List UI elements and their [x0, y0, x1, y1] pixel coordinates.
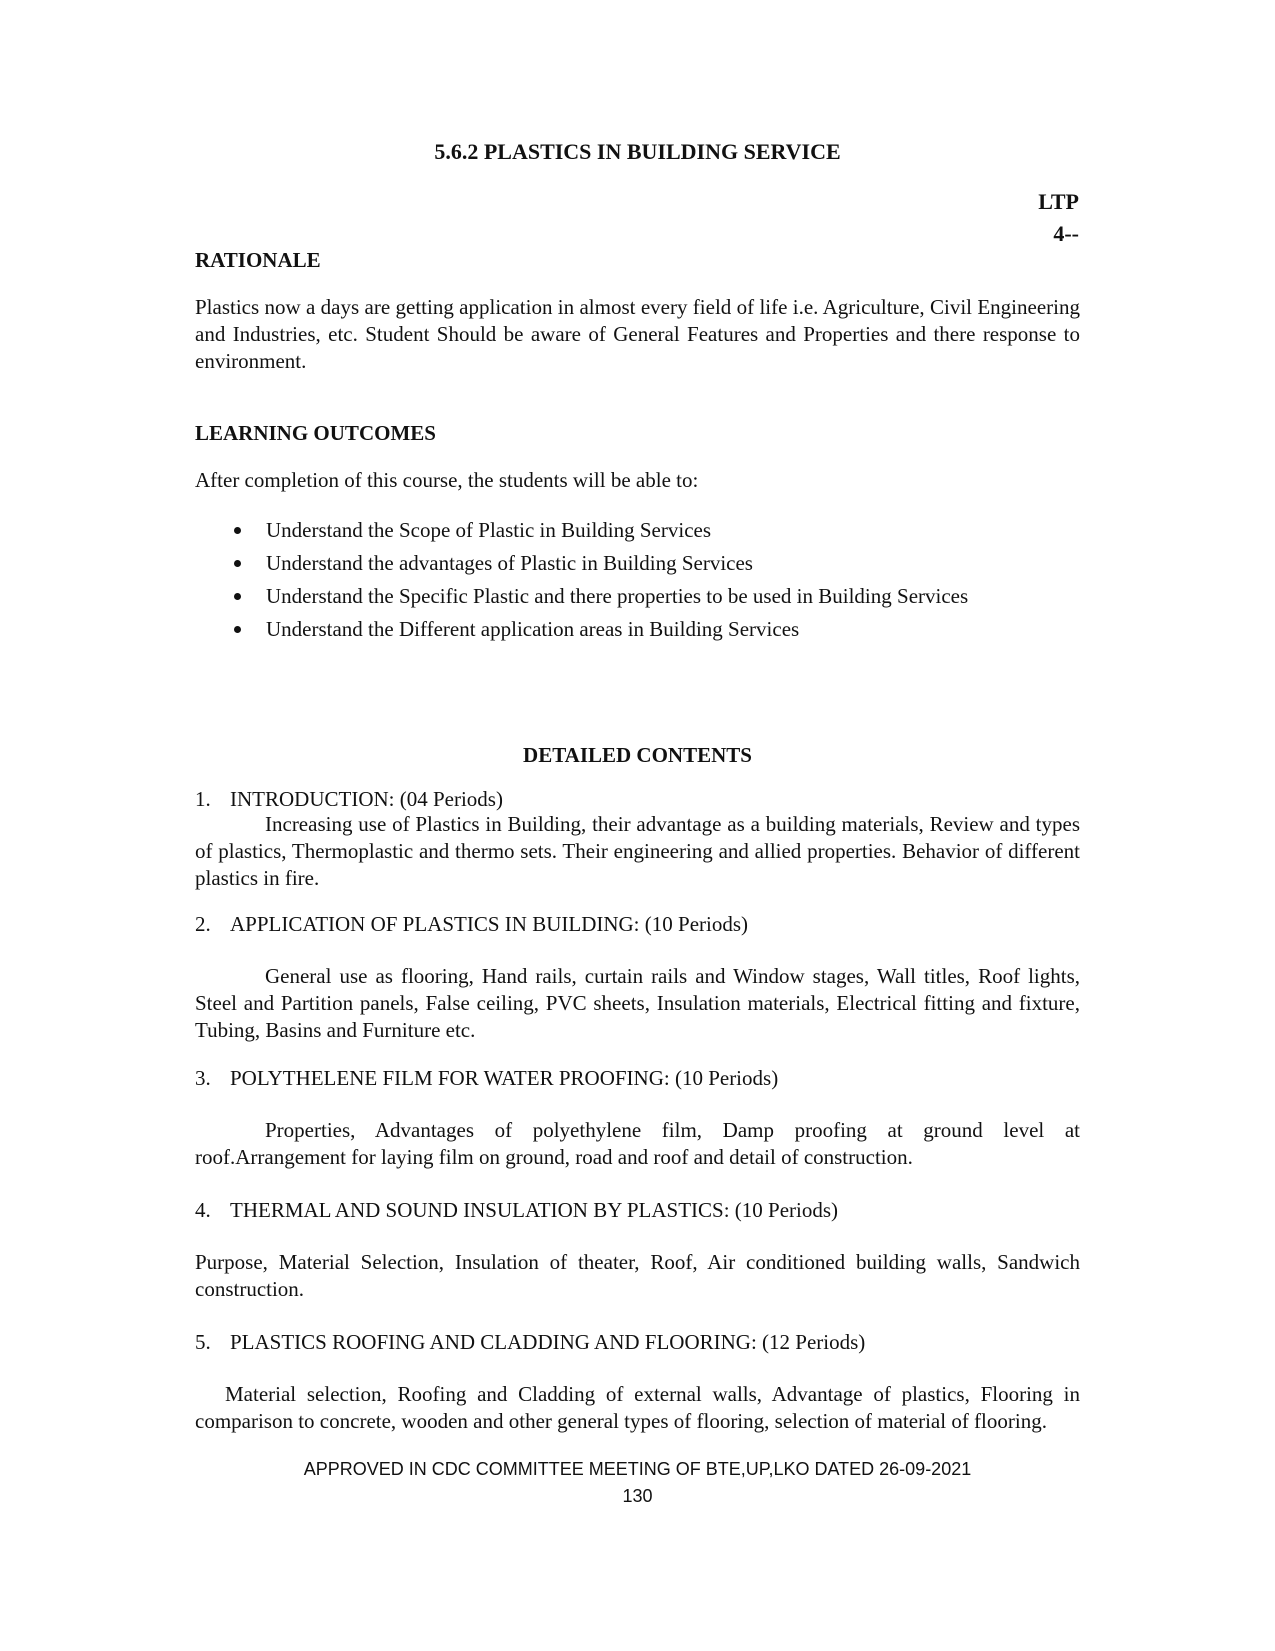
bullet-icon [234, 560, 241, 567]
rationale-heading: RATIONALE [195, 248, 321, 272]
list-item-text: Understand the Scope of Plastic in Building Services [266, 518, 712, 542]
ltp-label: LTP [1038, 189, 1079, 214]
detailed-contents-heading: DETAILED CONTENTS [523, 743, 752, 767]
section-title-text: THERMAL AND SOUND INSULATION BY PLASTICS: (10 Periods) [230, 1198, 839, 1222]
section-title-insulation [195, 1196, 838, 1224]
bullet-icon [234, 626, 241, 633]
list-item [230, 583, 1090, 616]
section-number: 2. [195, 912, 211, 936]
page-title: 5.6.2 PLASTICS IN BUILDING SERVICE [434, 139, 841, 164]
learning-outcomes-list [230, 517, 1090, 649]
learning-outcomes-intro: After completion of this course, the students will be able to: [195, 468, 699, 492]
list-item-text: Understand the advantages of Plastic in Building Services [266, 551, 753, 575]
section-title-application [195, 910, 748, 938]
section-number: 1. [195, 787, 211, 811]
section-text-insulation: Purpose, Material Selection, Insulation of theater, Roof, Air conditioned building walls, Sandwich construction. [195, 1250, 1080, 1301]
section-text-application: General use as flooring, Hand rails, curtain rails and Window stages, Wall titles, Roof lights, Steel and Partition panels, False ceiling, PVC sheets, Insulation materials, Electrical fitting and fixture, Tubing, Basins and Furniture etc. [195, 964, 1080, 1042]
section-title-polythelene-film [195, 1064, 778, 1092]
section-title-introduction [195, 785, 503, 813]
section-text-roofing: Material selection, Roofing and Cladding of external walls, Advantage of plastics, Flooring in comparison to concrete, wooden and other general types of flooring, selection of material of flooring. [195, 1382, 1080, 1433]
list-item [230, 517, 1090, 550]
section-title-text: POLYTHELENE FILM FOR WATER PROOFING: (10 Periods) [230, 1066, 779, 1090]
bullet-icon [234, 527, 241, 534]
list-item-text: Understand the Specific Plastic and there properties to be used in Building Services [266, 584, 969, 608]
section-number: 5. [195, 1330, 211, 1354]
section-text-introduction: Increasing use of Plastics in Building, their advantage as a building materials, Review and types of plastics, Thermoplastic and thermo sets. Their engineering and allied properties. Behavior of different plastics in fire. [195, 812, 1080, 890]
section-title-text: INTRODUCTION: (04 Periods) [230, 787, 503, 811]
ltp-value: 4-- [1053, 221, 1079, 246]
page-number: 130 [622, 1486, 653, 1506]
section-title-text: PLASTICS ROOFING AND CLADDING AND FLOORING: (12 Periods) [230, 1330, 866, 1354]
section-title-roofing [195, 1328, 865, 1356]
rationale-text: Plastics now a days are getting application in almost every field of life i.e. Agriculture, Civil Engineering and Industries, etc. Student Should be aware of General Features and Properties and there response to environment. [195, 295, 1080, 373]
footer-approval: APPROVED IN CDC COMMITTEE MEETING OF BTE,UP,LKO DATED 26-09-2021 [303, 1459, 972, 1479]
list-item [230, 616, 1090, 649]
section-title-text: APPLICATION OF PLASTICS IN BUILDING: (10 Periods) [230, 912, 749, 936]
section-number: 3. [195, 1066, 211, 1090]
section-text-polythelene-film: Properties, Advantages of polyethylene film, Damp proofing at ground level at roof.Arrangement for laying film on ground, road and roof and detail of construction. [195, 1118, 1080, 1169]
learning-outcomes-heading: LEARNING OUTCOMES [195, 421, 436, 445]
list-item [230, 550, 1090, 583]
section-number: 4. [195, 1198, 211, 1222]
bullet-icon [234, 593, 241, 600]
list-item-text: Understand the Different application areas in Building Services [266, 617, 800, 641]
